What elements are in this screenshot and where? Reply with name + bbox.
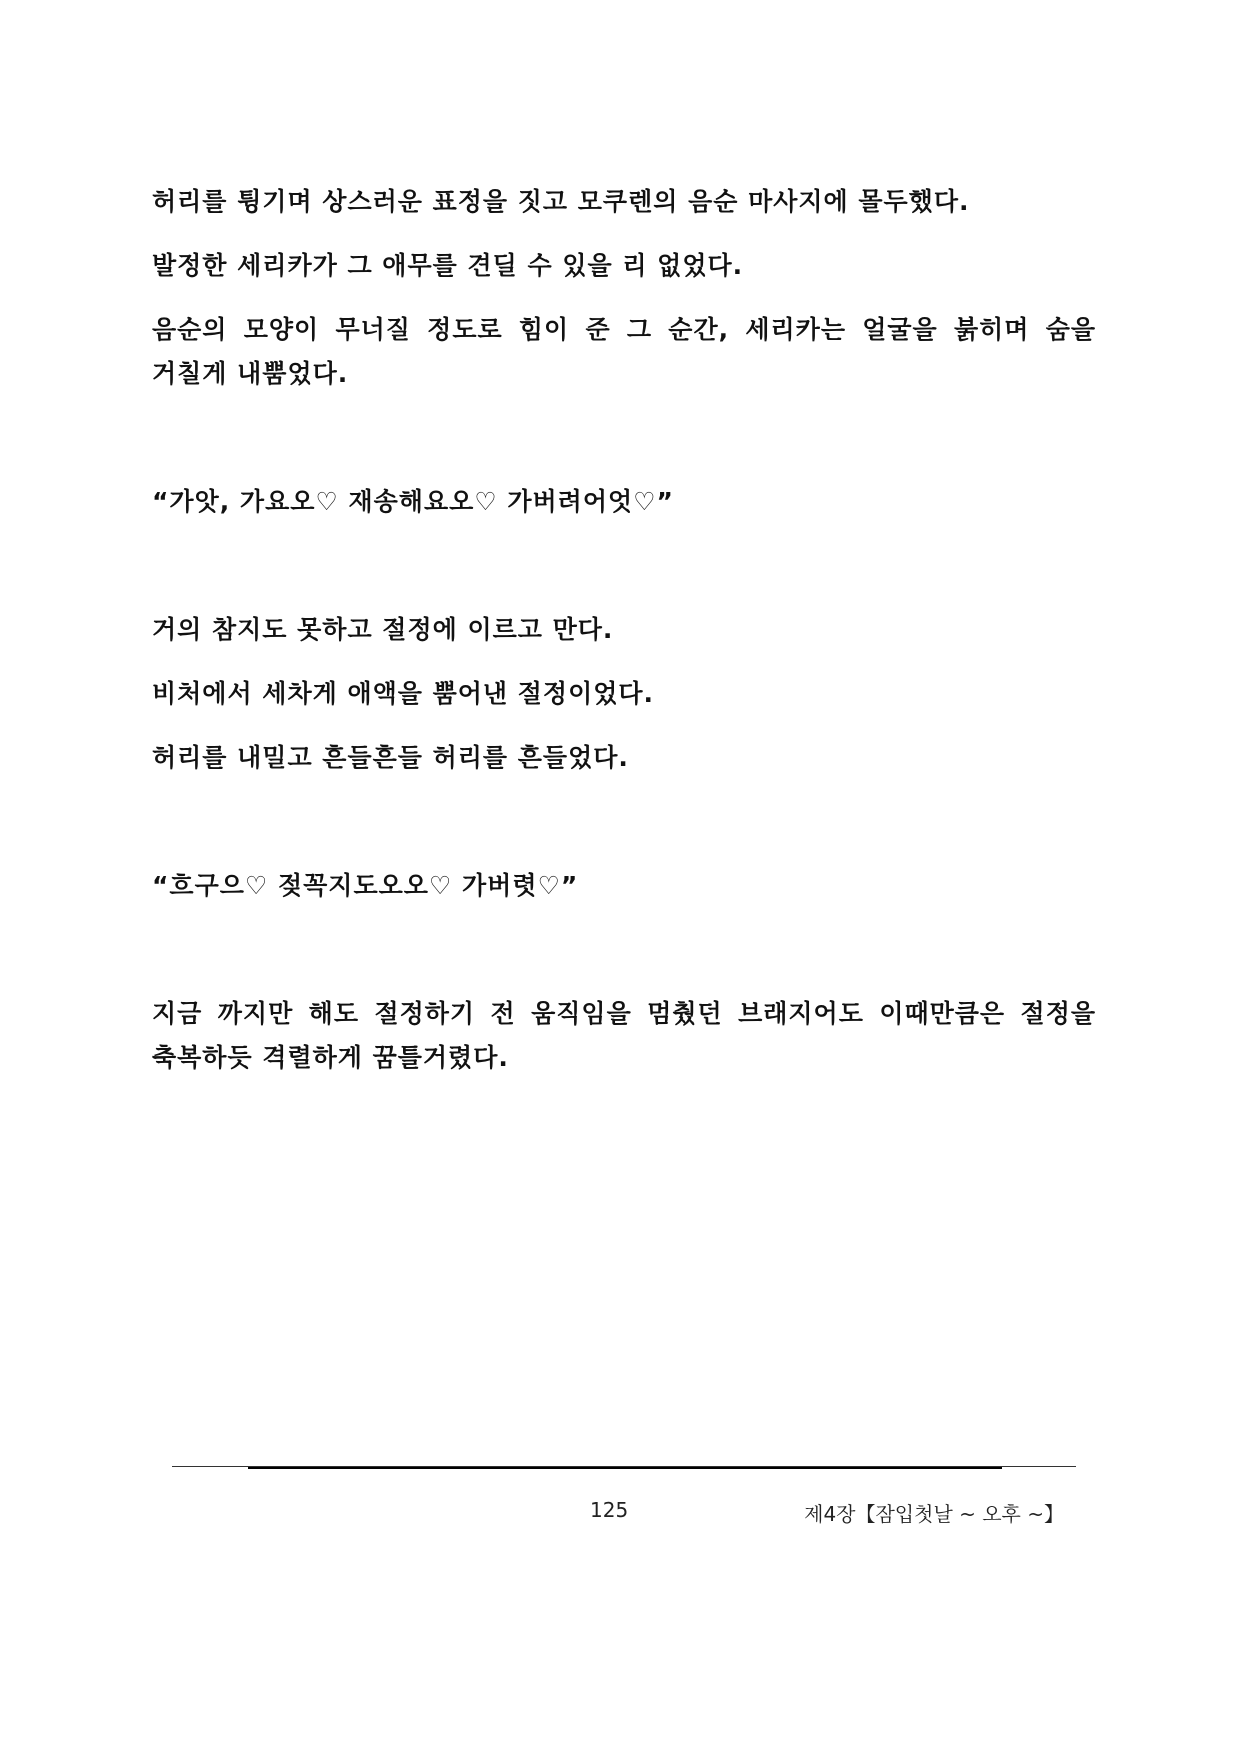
body-text xyxy=(152,180,1096,1080)
paragraph: 거의 참지도 못하고 절정에 이르고 만다. xyxy=(152,615,614,644)
dialogue-line: “흐구으♡ 젖꼭지도오오♡ 가버렷♡” xyxy=(152,871,579,900)
chapter-title: 제4장【잠입첫날 ~ 오후 ~】 xyxy=(804,1502,1064,1526)
paragraph: 지금 까지만 해도 절정하기 전 움직임을 멈췄던 브래지어도 이때만큼은 절정을 축복하듯 격렬하게 꿈틀거렸다. xyxy=(152,999,1096,1072)
dialogue-line: “가앗, 가요오♡ 재송해요오♡ 가버려어엇♡” xyxy=(152,487,674,516)
paragraph: 발정한 세리카가 그 애무를 견딜 수 있을 리 없었다. xyxy=(152,251,744,280)
paragraph: 음순의 모양이 무너질 정도로 힘이 준 그 순간, 세리카는 얼굴을 붉히며 숨을 거칠게 내뿜었다. xyxy=(152,315,1096,388)
paragraph: 허리를 튕기며 상스러운 표정을 짓고 모쿠렌의 음순 마사지에 몰두했다. xyxy=(152,187,970,216)
footer-divider-accent xyxy=(248,1467,1002,1469)
paragraph: 비처에서 세차게 애액을 뿜어낸 절정이었다. xyxy=(152,679,655,708)
paragraph: 허리를 내밀고 흔들흔들 허리를 흔들었다. xyxy=(152,743,629,772)
page-number: 125 xyxy=(590,1498,629,1522)
